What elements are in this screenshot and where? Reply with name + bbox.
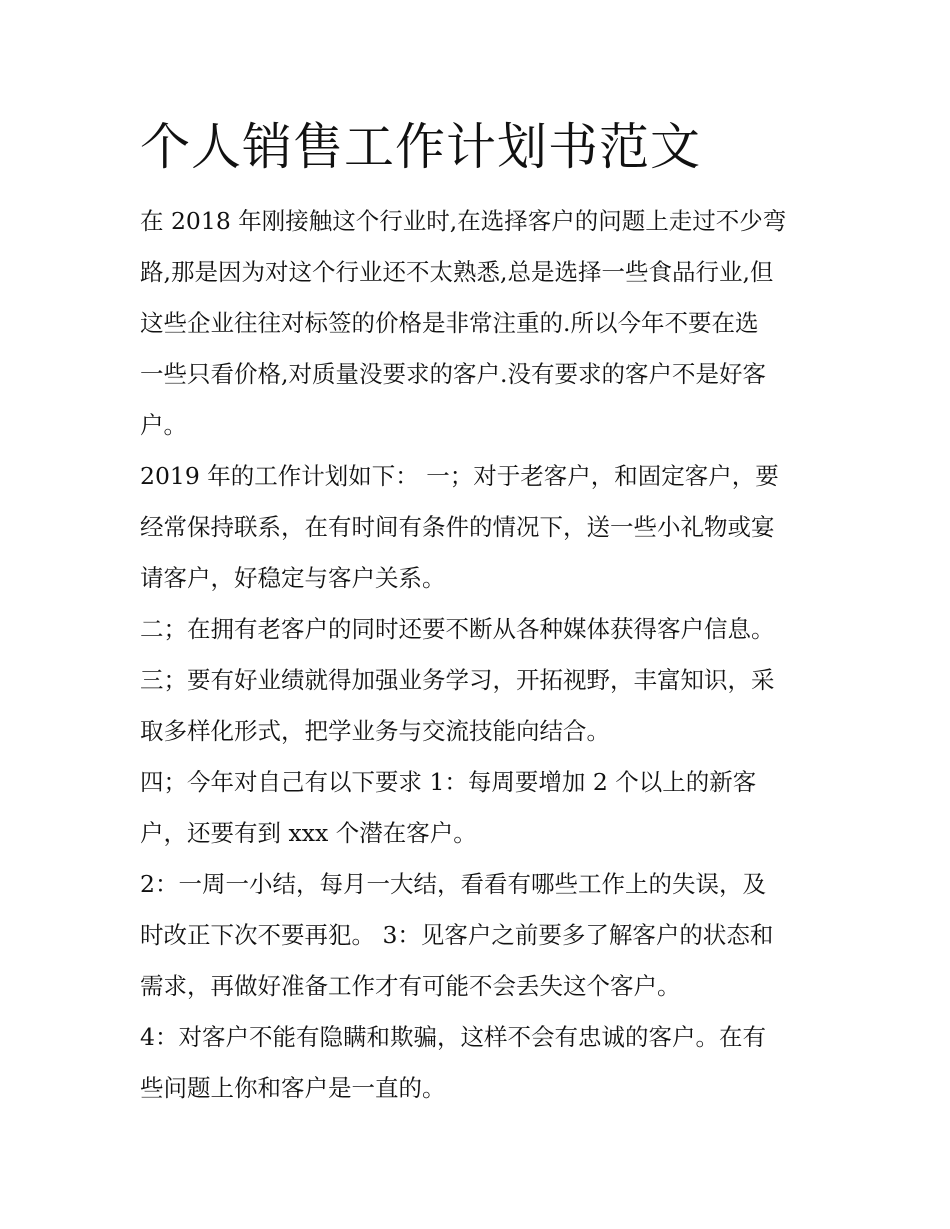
body-line-12: 四；今年对自己有以下要求 1：每周要增加 2 个以上的新客 xyxy=(140,768,757,796)
body-line-18: 些问题上你和客户是一直的。 xyxy=(140,1074,446,1102)
body-line-3: 这些企业往往对标签的价格是非常注重的.所以今年不要在选 xyxy=(140,309,759,337)
body-line-8: 请客户，好稳定与客户关系。 xyxy=(140,564,446,592)
body-line-11: 取多样化形式，把学业务与交流技能向结合。 xyxy=(140,717,610,745)
body-line-5: 户。 xyxy=(140,411,187,439)
body-line-9: 二；在拥有老客户的同时还要不断从各种媒体获得客户信息。 xyxy=(140,615,775,643)
body-line-4: 一些只看价格,对质量没要求的客户.没有要求的客户不是好客 xyxy=(140,360,766,388)
body-line-2: 路,那是因为对这个行业还不太熟悉,总是选择一些食品行业,但 xyxy=(140,258,774,286)
body-line-16: 需求，再做好准备工作才有可能不会丢失这个客户。 xyxy=(140,972,681,1000)
body-line-13: 户，还要有到 xxx 个潜在客户。 xyxy=(140,819,477,847)
body-line-6: 2019 年的工作计划如下： 一；对于老客户，和固定客户，要 xyxy=(140,462,779,490)
body-line-17: 4：对客户不能有隐瞒和欺骗，这样不会有忠诚的客户。在有 xyxy=(140,1023,766,1051)
body-line-1: 在 2018 年刚接触这个行业时,在选择客户的问题上走过不少弯 xyxy=(140,207,787,235)
document-title: 个人销售工作计划书范文 xyxy=(140,118,701,176)
body-line-15: 时改正下次不要再犯。 3：见客户之前要多了解客户的状态和 xyxy=(140,921,774,949)
body-line-10: 三；要有好业绩就得加强业务学习，开拓视野，丰富知识，采 xyxy=(140,666,775,694)
body-line-14: 2：一周一小结，每月一大结，看看有哪些工作上的失误，及 xyxy=(140,870,766,898)
body-line-7: 经常保持联系，在有时间有条件的情况下，送一些小礼物或宴 xyxy=(140,513,775,541)
